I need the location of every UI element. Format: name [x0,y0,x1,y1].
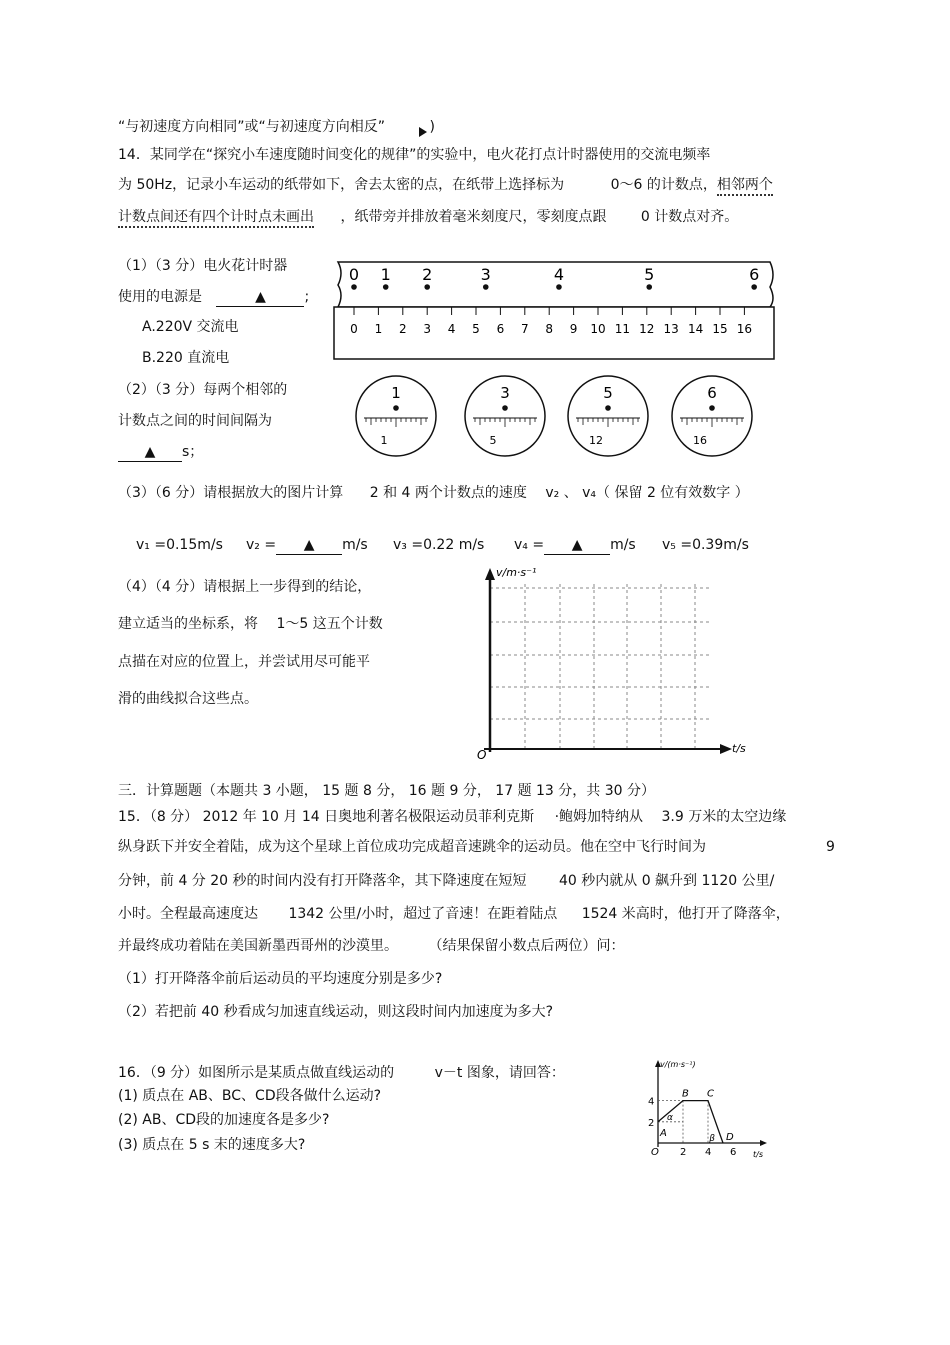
q14-p2-line2: 计数点之间的时间间隔为 [118,413,272,429]
tape-dot [351,284,357,290]
q14-line1: 14．某同学在“探究小车速度随时间变化的规律”的实验中，电火花打点计时器使用的交流电频率 [118,147,711,163]
q14-line3 [118,208,738,226]
q14-p3-a: （3）（6 分）请根据放大的图片计算 [118,485,344,501]
q14-p1-line2 [118,288,309,307]
answer-blank-v4[interactable] [544,536,610,555]
magnifier-dot [709,405,715,411]
q14-p3-c: v₂ 、 v₄（ 保留 2 位有效数字 ） [545,485,749,501]
v5-value: v₅ =0.39m/s [662,537,749,553]
x-tick-label: O [651,1147,659,1158]
q14-line3c: 0 计数点对齐。 [640,209,739,225]
magnifier [568,376,648,456]
ruler-label: 15 [712,322,728,336]
q14-p2-line3 [118,443,203,462]
x-tick-label: 2 [680,1147,687,1158]
tape-point-label: 4 [553,265,565,284]
q14-p2-line1: （2）（3 分）每两个相邻的 [118,382,288,398]
ruler-label: 5 [472,322,480,336]
tape-dot [646,284,652,290]
v4-unit: m/s [610,537,636,553]
ruler-label: 3 [423,322,432,336]
ruler-label: 10 [590,322,606,336]
tape-point-label: 5 [644,265,655,284]
chart-xlabel: t/s [753,1150,763,1159]
v1-value: v₁ =0.15m/s [136,537,223,553]
grid-origin: O [477,748,487,762]
tape-dot [383,284,389,290]
grid-lines [490,584,710,748]
option-b: B.220 直流电 [142,350,230,366]
magnifier-dot [605,405,611,411]
magnifier-dot [393,405,399,411]
q15-l2a: 纵身跃下并安全着陆，成为这个星球上首位成功完成超音速跳伞的运动员。他在空中飞行时间为 [118,839,706,855]
magnifier [356,376,436,456]
answer-mark: ▲ [303,537,315,553]
q15-l4a: 小时。全程最高速度达 [118,906,258,922]
q15-line5 [118,937,624,955]
x-tick-label: 6 [730,1147,737,1158]
blank-vt-grid [470,562,760,762]
q15-l3b: 40 秒内就从 0 飙升到 1120 公里/ [558,873,775,889]
q14-p4-line1: （4）（4 分）请根据上一步得到的结论， [118,579,372,595]
q15-l1a: 15．（8 分） 2012 年 10 月 14 日奥地利著名极限运动员菲利克斯 [118,809,535,825]
tape-point-label: 1 [380,265,391,284]
q16-l1a: 16．（9 分）如图所示是某质点做直线运动的 [118,1065,395,1081]
v2-label: v₂ = [246,537,277,553]
answer-blank-interval[interactable] [118,443,182,462]
q15-line2-end: 9 [826,839,835,855]
q14-line3b: ，纸带旁并排放着毫米刻度尺，零刻度点跟 [340,209,607,225]
q15-line2 [118,838,706,856]
q15-line1 [118,808,786,826]
q14-p1-label: 使用的电源是 [118,289,202,305]
ruler-label: 1 [374,322,383,336]
point-label: D [726,1132,734,1143]
q14-p3-b: 2 和 4 两个计数点的速度 [369,485,527,501]
ruler-label: 12 [639,322,655,336]
ruler-label: 4 [447,322,456,336]
q14-p4-2b: 1～5 这五个计数 [276,616,383,632]
q14-p1-semicolon: ; [304,289,310,305]
v2-answer [246,536,368,555]
q15-l5b: （结果保留小数点后两位）问： [428,938,625,954]
v4-label: v₄ = [514,537,545,553]
answer-mark: ▲ [144,444,156,460]
q14-p1-line1: （1）（3 分）电火花计时器 [118,258,288,274]
tape-point-label: 0 [348,265,360,284]
q13-options: “与初速度方向相同”或“与初速度方向相反” [118,119,386,135]
tape-point-label: 3 [480,265,491,284]
tape-point-label: 6 [749,265,760,284]
magnifier-reading: 1 [380,434,388,447]
q14-line2c: 相邻两个 [717,177,773,196]
chart-x-arrow [760,1140,767,1146]
grid-xlabel: t/s [732,742,746,755]
q15-line3 [118,872,774,890]
point-label: A [660,1127,667,1139]
tape-point-label: 2 [422,265,433,284]
v2-unit: m/s [342,537,368,553]
cursor-arrow-icon [419,127,427,137]
q15-sub2: （2）若把前 40 秒看成匀加速直线运动，则这段时间内加速度为多大? [118,1004,554,1020]
q15-l3a: 分钟，前 4 分 20 秒的时间内没有打开降落伞，其下降速度在短短 [118,873,527,889]
magnifier-point-label: 6 [707,384,717,402]
q13-tail [118,118,435,137]
ruler-label: 0 [350,322,358,336]
q16-l1b: v－t 图象，请回答： [434,1065,565,1081]
q14-p4-line2 [118,615,383,633]
angle-alpha: α [667,1112,673,1123]
q16-vt-chart [640,1057,770,1163]
magnifier-reading: 5 [489,434,497,447]
magnifier-dot [502,405,508,411]
x-tick-label: 4 [705,1147,712,1158]
q14-line3a: 计数点间还有四个计时点未画出 [118,209,314,228]
q14-p3-line [118,484,749,502]
ruler-label: 14 [687,322,704,336]
answer-blank-v2[interactable] [276,536,342,555]
ruler-label: 8 [545,322,554,336]
magnifier [672,376,752,456]
q16-sub2: (2) AB、CD段的加速度各是多少? [118,1112,330,1128]
point-label: B [682,1088,689,1100]
q15-l4c: 1524 米高时，他打开了降落伞， [581,906,790,922]
answer-mark: ▲ [571,537,583,553]
answer-blank-power[interactable] [216,288,304,307]
q14-p4-2a: 建立适当的坐标系，将 [118,616,258,632]
chart-marks [648,1089,736,1158]
q14-p2-unit: s； [182,444,204,460]
v3-value: v₃ =0.22 m/s [393,537,485,553]
q16-line1 [118,1064,565,1082]
q16-sub1: (1) 质点在 AB、BC、CD段各做什么运动? [118,1088,382,1104]
ruler-label: 13 [663,322,679,336]
q13-close: ) [429,119,435,135]
ruler-label: 7 [520,322,529,336]
q15-l4b: 1342 公里/小时，超过了音速！在距着陆点 [288,906,558,922]
ruler-label: 9 [569,322,578,336]
q15-l5a: 并最终成功着陆在美国新墨西哥州的沙漠里。 [118,938,398,954]
tape-dot [751,284,757,290]
q14-line2b: 0～6 的计数点， [610,177,717,193]
chart-ylabel: v/(m·s⁻¹) [660,1060,696,1069]
magnifier [465,376,545,456]
q15-line4 [118,905,790,923]
tape-ruler-figure [330,255,780,365]
angle-beta: β [709,1134,715,1144]
q15-l1c: 3.9 万米的太空边缘 [661,809,787,825]
grid-ylabel: v/m·s⁻¹ [496,566,537,579]
magnifier-reading: 12 [589,434,603,447]
y-axis-arrow [485,568,495,580]
tape-dot [424,284,430,290]
point-label: C [707,1088,714,1100]
ruler-label: 11 [614,322,631,336]
tape-dot [556,284,562,290]
magnifier-point-label: 5 [603,384,613,402]
answer-mark: ▲ [255,289,266,305]
ruler-label: 16 [736,322,753,336]
q14-p4-line3: 点描在对应的位置上，并尝试用尽可能平 [118,654,370,670]
ruler-label: 6 [496,322,505,336]
tape-dot [483,284,489,290]
magnifier-point-label: 3 [500,384,510,402]
q16-sub3: (3) 质点在 5 s 末的速度多大? [118,1137,306,1153]
v4-answer [514,536,636,555]
y-tick-label: 2 [648,1117,655,1129]
section3-title: 三．计算题题（本题共 3 小题， 15 题 8 分， 16 题 9 分， 17 题 13 分，共 30 分） [118,783,655,799]
magnifier-reading: 16 [693,434,707,447]
q15-sub1: （1）打开降落伞前后运动员的平均速度分别是多少? [118,971,443,987]
x-axis-arrow [720,744,732,754]
magnifier-figures [350,373,760,459]
magnifier-point-label: 1 [391,384,401,402]
q14-line2 [118,176,773,194]
y-tick-label: 4 [648,1096,655,1108]
q15-l1b: ·鲍姆加特纳从 [554,809,644,825]
q14-p4-line4: 滑的曲线拟合这些点。 [118,691,258,707]
option-a: A.220V 交流电 [142,319,239,335]
q14-line2a: 为 50Hz，记录小车运动的纸带如下，舍去太密的点，在纸带上选择标为 [118,177,565,193]
ruler-label: 2 [398,322,407,336]
